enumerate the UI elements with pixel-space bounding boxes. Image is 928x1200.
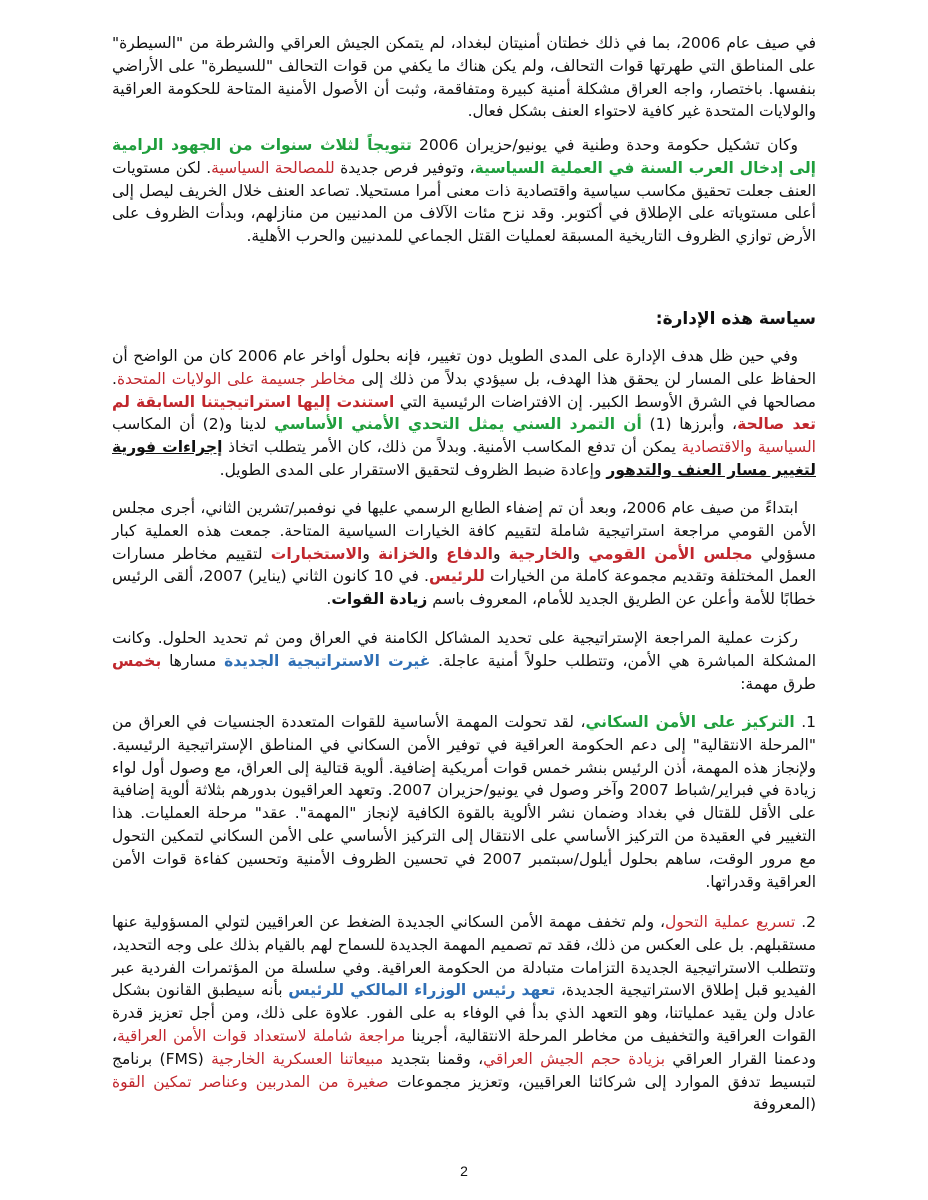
paragraph-point-1-population-security [112, 711, 816, 897]
p4-highlight-treasury: الخزانة [378, 544, 431, 563]
p7-highlight-fms: مبيعاتنا العسكرية الخارجية [211, 1049, 384, 1068]
p4-highlight-intelligence: الاستخبارات [270, 544, 363, 563]
p7-text-c: ، ودعمنا القرار العراقي [112, 1026, 816, 1068]
p4-conj-4: و [362, 544, 379, 563]
p2-text-b: ، وتوفير فرص جديدة [334, 158, 475, 177]
p4-text-c: . في 10 كانون الثاني (يناير) 2007، ألقى الرئيس خطابًا للأمة وأعلن عن الطريق الجديد للأمام، المعروف باسم [112, 567, 816, 609]
p5-text-b: مسارها [161, 651, 225, 670]
paragraph-point-2-transition [112, 911, 816, 1121]
p3-highlight-immediate-action: إجراءات فورية لتغيير مسار العنف والتدهور [112, 438, 816, 479]
p7-highlight-accelerate-transition: تسريع عملية التحول [664, 913, 796, 931]
p4-text-a: ابتداءً من صيف عام 2006، وبعد أن تم إضفاء الطابع الرسمي عليها في نوفمبر/تشرين الثاني، أجرى مجلس الأمن القومي مراجعة استراتيجية شاملة لتقييم كافة الخيارات السياسية المتاحة. جمعت هذه العملية كبار مسؤولي [112, 499, 816, 563]
p4-highlight-nsc: مجلس الأمن القومي [588, 544, 753, 563]
p4-conj-2: و [492, 544, 509, 563]
p7-text-a: ، ولم تخفف مهمة الأمن السكاني الجديدة الضغط عن العراقيين لتولي المسؤولية عنها مستقبلهم. بل على العكس من ذلك، فقد تم تصميم المهمة الجديدة للسماح لهم بالقيام بذلك على وجه التحديد، وتتطلب الاستراتيجية الجديدة التزامات متبادلة من الحكومة العراقية. وفي سلسلة من المؤتمرات الفردية عبر الفيديو قبل إطلاق الاستراتيجية الجديدة، [112, 913, 816, 1000]
p7-text-d: ، وقمنا بتجديد [383, 1049, 484, 1068]
paragraph-five-ways [112, 627, 816, 697]
paragraph-policy-review [112, 345, 816, 483]
p3-highlight-sunni-insurgency: أن التمرد السني يمثل التحدي الأمني الأساسي [274, 415, 642, 434]
p7-highlight-army-size: بزيادة حجم الجيش العراقي [483, 1049, 666, 1068]
p3-text-e: يمكن أن تدفع المكاسب الأمنية. وبدلاً من ذلك، كان الأمر يتطلب اتخاذ [222, 438, 682, 457]
p3-highlight-grave-risks: مخاطر جسيمة على الولايات المتحدة [116, 369, 356, 388]
p5-highlight-new-strategy: غيرت الاستراتيجية الجديدة [224, 651, 431, 670]
p4-highlight-defense: الدفاع [446, 544, 493, 563]
p4-highlight-state: الخارجية [508, 544, 573, 563]
p3-text-f: وإعادة ضبط الظروف لتحقيق الاستقرار على المدى الطويل. [219, 460, 607, 479]
document-body [112, 32, 816, 1121]
p2-text-c: . لكن مستويات العنف جعلت تحقيق مكاسب سياسية واقتصادية ذات معنى أمرا مستحيلا. تصاعد العنف خلال الخريف ليصل إلى أعلى مستوياته على الإطلاق في أكتوبر. وقد نزح مئات الآلاف من المدنيين من منازلهم، وبدأت الظروف على الأرض توازي الظروف التاريخية المسبقة لعمليات القتل الجماعي للمدنيين والحرب الأهلية. [112, 158, 816, 246]
paragraph-nsc-review [112, 497, 816, 613]
p4-text-d: . [326, 590, 332, 609]
p3-highlight-political-economic: السياسية والاقتصادية [681, 438, 816, 457]
p4-text-b: لتقييم مخاطر مسارات العمل المختلفة وتقديم مجموعة كاملة من الخيارات [112, 544, 817, 586]
p5-text-a: ركزت عملية المراجعة الإستراتيجية على تحديد المشاكل الكامنة في العراق ومن ثم تحديد الحلول. وكانت المشكلة المباشرة هي الأمن، وتتطلب حلولاً أمنية عاجلة. [112, 629, 816, 670]
p5-highlight-five: بخمس [112, 651, 162, 670]
p4-conj-1: و [572, 544, 589, 563]
section-heading-administration-policy: سياسة هذه الإدارة: [655, 309, 816, 329]
p7-text-f: (المعروفة [752, 1095, 816, 1114]
p7-text-b: بأنه سيطبق القانون بشكل عادل ولن يقيد عملياتنا، وهو التعهد الذي بدأ في الوفاء به على الفور. علاوة على ذلك، ومن أجل تعزيز قدرة القوات العراقية والتخفيف من مخاطر المرحلة الانتقالية، أجرينا [112, 981, 816, 1045]
p3-text-c: ، وأبرزها (1) [641, 415, 738, 434]
p6-highlight-population-security: التركيز على الأمن السكاني [585, 713, 795, 731]
p3-text-a: وفي حين ظل هدف الإدارة على المدى الطويل دون تغيير، فإنه بحلول أواخر عام 2006 كان من الواضح أن الحفاظ على المسار لن يحقق هذا الهدف، بل سيؤدي بدلاً من ذلك إلى [112, 347, 817, 388]
p4-highlight-surge: زيادة القوات [331, 590, 428, 609]
p2-highlight-sunni-inclusion: تتويجاً لثلاث سنوات من الجهود الرامية إلى إدخال العرب السنة في العملية السياسية [112, 136, 816, 177]
p7-highlight-maliki-pledge: تعهد رئيس الوزراء المالكي للرئيس [288, 981, 556, 1000]
p6-text-a: ، لقد تحولت المهمة الأساسية للقوات المتعددة الجنسيات في العراق من "المرحلة الانتقالية" إلى دعم الحكومة العراقية في توفير الأمن السكاني في المناطق الإستراتيجية الرئيسية. ولإنجاز هذه المهمة، أذن الرئيس بنشر خمس قوات أمريكية إضافية. ألوية قتالية إلى العراق، مع وصول أول لواء زيادة في فبراير/شباط 2007 وآخر وصول في يونيو/حزيران 2007. وتعهد العراقيون بدورهم بثلاثة ألوية إضافية على الأقل للقتال في بغداد وضمان نشر الألوية بالقوة الكافية لإنجاز "المهمة". عقد" مرحلة العمليات. هذا التغيير في العقيدة من التركيز الأساسي على الانتقال إلى التركيز الأساسي على الأمن السكاني لتمكين التحول مع مرور الوقت، ساهم بحلول أيلول/سبتمبر 2007 في تحسين الظروف الأمنية وتحسين كفاءة قوات الأمن العراقية وقدراتها. [112, 713, 816, 891]
p7-number: 2. [795, 913, 817, 931]
p3-text-b: . مصالحها في الشرق الأوسط الكبير. إن الافتراضات الرئيسية التي [112, 369, 816, 411]
p7-text-e: (FMS) برنامج لتبسيط تدفق الموارد إلى شركائنا العراقيين، وتعزيز مجموعات [112, 1049, 816, 1091]
p4-highlight-president: للرئيس [428, 567, 485, 586]
page-number: 2 [460, 1163, 468, 1179]
p1-text: في صيف عام 2006، بما في ذلك خطتان أمنيتان لبغداد، لم يتمكن الجيش العراقي والشرطة من "السيطرة" على المناطق التي طهرتها قوات التحالف، ولم يكن هناك ما يكفي من قوات التحالف "للسيطرة" على الأراضي بنفسها. باختصار، واجه العراق مشكلة أمنية كبيرة ومتفاقمة، وثبت أن الأصول الأمنية المتاحة للحكومة العراقية والولايات المتحدة غير كافية لاحتواء العنف بشكل فعال. [112, 34, 816, 121]
p7-highlight-iraqi-readiness: مراجعة شاملة لاستعداد قوات الأمن العراقية [117, 1026, 406, 1045]
p2-text-a: وكان تشكيل حكومة وحدة وطنية في يونيو/حزيران 2006 [411, 136, 798, 154]
p6-number: 1. [794, 713, 817, 731]
p7-highlight-trainers-enablers: صغيرة من المدربين وعناصر تمكين القوة [112, 1072, 389, 1091]
p3-highlight-strategy-invalid: استندت إليها استراتيجيتنا السابقة لم تعد صالحة [112, 392, 816, 434]
p3-text-d: لدينا و(2) أن المكاسب [112, 415, 275, 434]
paragraph-unity-government [112, 134, 816, 252]
p2-highlight-reconciliation: للمصالحة السياسية [211, 158, 335, 177]
p4-conj-3: و [430, 544, 447, 563]
paragraph-summer-2006 [112, 32, 816, 124]
p5-text-c: طرق مهمة: [740, 674, 816, 693]
